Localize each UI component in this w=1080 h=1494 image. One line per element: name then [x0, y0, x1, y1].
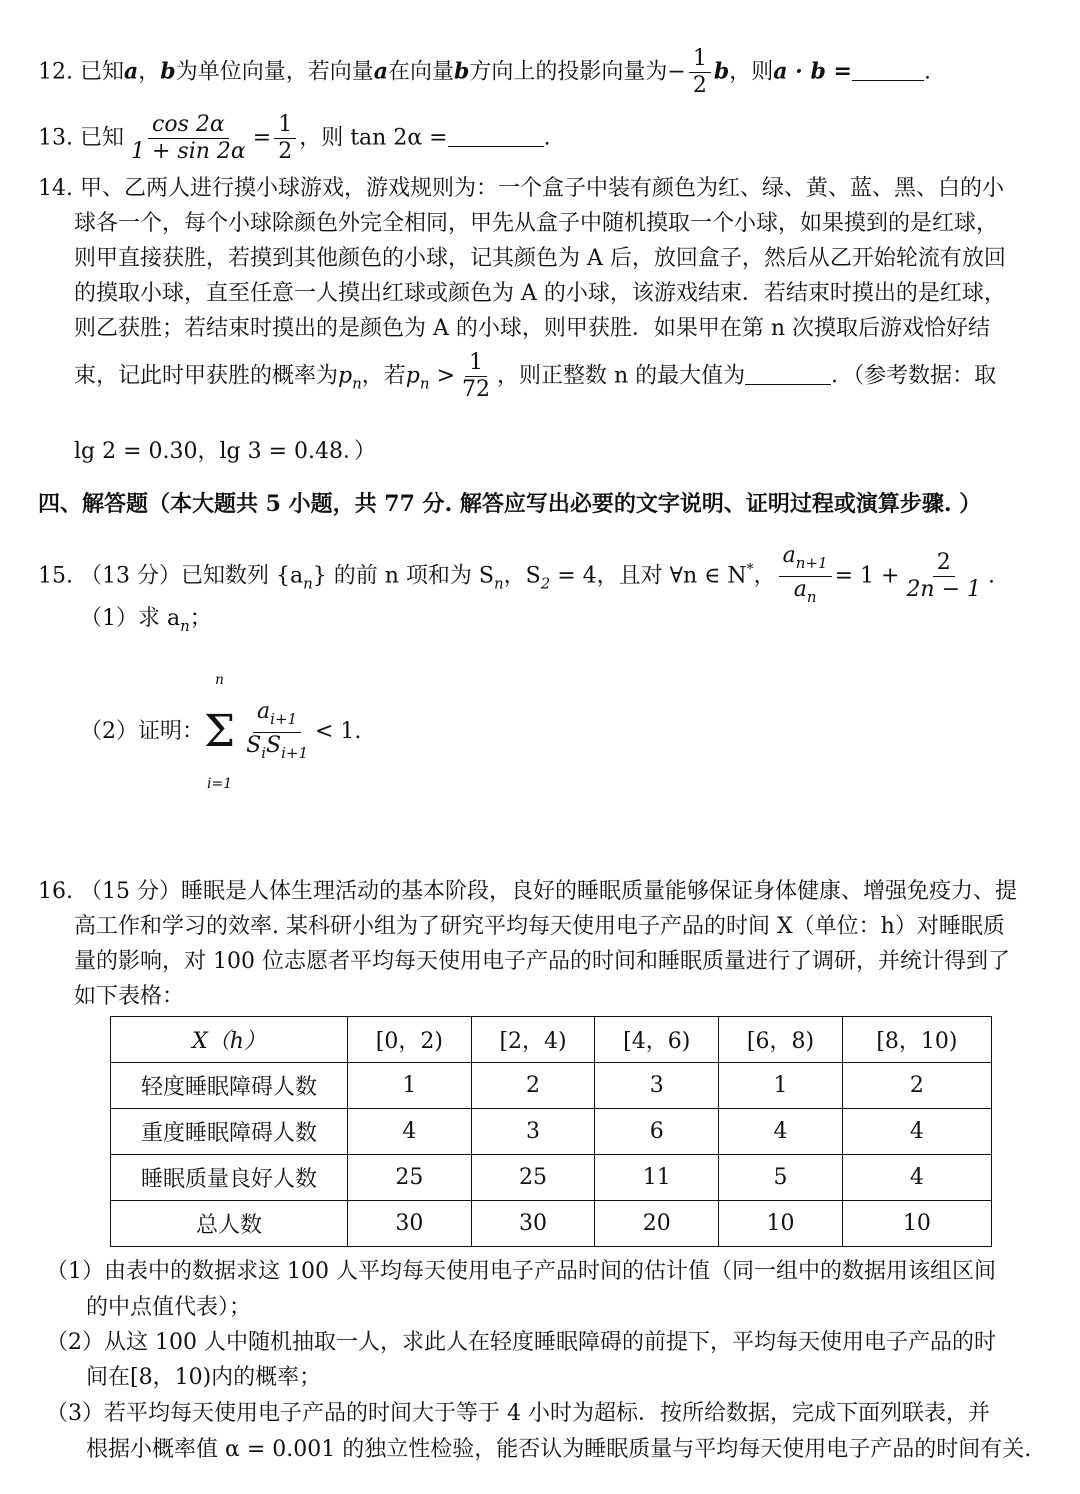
subscript: n — [180, 617, 190, 635]
fraction-numerator: cos 2α — [148, 112, 229, 139]
p-symbol: p — [338, 363, 353, 389]
table-cell: 2 — [842, 1063, 991, 1109]
superscript: * — [746, 561, 754, 578]
q16-part-3-line-2: 根据小概率值 α = 0.001 的独立性检验，能否认为睡眠质量与平均每天使用电子产品的时间有关. — [86, 1437, 1032, 1462]
minus-sign: − — [667, 59, 686, 85]
table-cell: 30 — [471, 1201, 595, 1247]
q13-text: ，则 tan 2α = — [299, 125, 448, 151]
q16-line-2: 高工作和学习的效率. 某科研小组为了研究平均每天使用电子产品的时间 X（单位：h）对睡眠质 — [74, 914, 1005, 939]
sum-upper: n — [215, 672, 225, 688]
vector-b: b — [453, 58, 470, 85]
fraction-numerator: 1 — [274, 112, 296, 139]
table-header-cell: [4，6) — [595, 1017, 719, 1063]
sum-lower: i=1 — [206, 776, 233, 792]
fraction-numerator: a — [257, 698, 271, 724]
q15-text: ，S — [503, 563, 541, 589]
table-cell: 10 — [842, 1201, 991, 1247]
vector-a: a — [373, 58, 388, 85]
q14-line-2: 球各一个，每个小球除颜色外完全相同，甲先从盒子中随机摸取一个小球，如果摸到的是红球， — [74, 211, 999, 236]
q12-text: 在向量 — [387, 59, 454, 85]
part-text: ； — [189, 606, 212, 631]
fraction-denominator: S — [266, 732, 282, 758]
question-15 — [38, 543, 995, 610]
p-symbol: p — [405, 363, 420, 389]
q14-line-1: 14. 甲、乙两人进行摸小球游戏，游戏规则为：一个盒子中装有颜色为红、绿、黄、蓝、黑、白的小 — [38, 176, 1004, 201]
fraction-numerator: a — [782, 543, 796, 568]
subscript: n — [303, 574, 313, 593]
subscript: n — [493, 574, 504, 593]
fraction-denominator: 72 — [462, 377, 490, 402]
table-header-cell: [8，10) — [842, 1017, 991, 1063]
table-row — [111, 1109, 992, 1155]
q15-text: = 4，且对 ∀n ∈ N — [550, 563, 747, 589]
table-row-label: 总人数 — [111, 1201, 348, 1247]
table-cell: 25 — [348, 1155, 472, 1201]
table-header-cell: [2，4) — [471, 1017, 595, 1063]
subscript: i — [261, 743, 266, 762]
q16-line-4: 如下表格： — [74, 984, 185, 1009]
q12-end: . — [923, 59, 931, 85]
table-row — [111, 1155, 992, 1201]
table-cell: 1 — [719, 1063, 843, 1109]
fraction-sum-term — [242, 699, 312, 766]
table-cell: 3 — [471, 1109, 595, 1155]
q14-text: ，则正整数 n 的最大值为 — [497, 363, 746, 389]
q14-line-3: 则甲直接获胜，若摸到其他颜色的小球，记其颜色为 A 后，放回盒子，然后从乙开始轮流有放回 — [74, 246, 1006, 271]
table-header-cell: [6，8) — [719, 1017, 843, 1063]
q14-line-4: 的摸取小球，直至任意一人摸出红球或颜色为 A 的小球，该游戏结束．若结束时摸出的是红球， — [74, 281, 1006, 306]
table-cell: 5 — [719, 1155, 843, 1201]
fraction-one-half — [274, 112, 296, 165]
subscript: n — [806, 588, 817, 606]
vector-a: a — [124, 58, 139, 85]
q13-end: . — [543, 125, 551, 151]
table-cell: 2 — [471, 1063, 595, 1109]
fraction-denominator: 2 — [692, 73, 707, 98]
equals-expr: = 1 + — [834, 563, 900, 589]
table-cell: 10 — [719, 1201, 843, 1247]
q12-text: 方向上的投影向量为 — [469, 59, 668, 85]
q13-text: 已知 — [80, 125, 125, 151]
subscript: i+1 — [281, 743, 308, 762]
fraction-numerator: 1 — [465, 350, 487, 377]
fraction-one-half — [689, 46, 711, 99]
part-text: （2）证明： — [80, 719, 204, 744]
question-13 — [38, 112, 551, 165]
summation — [204, 650, 235, 814]
q12-text: 为单位向量，若向量 — [175, 59, 374, 85]
q15-part-1 — [80, 605, 212, 640]
subscript: n+1 — [795, 554, 828, 572]
table-cell: 3 — [595, 1063, 719, 1109]
vector-b: b — [713, 58, 730, 85]
dot-product-expr: a · b = — [773, 58, 852, 85]
vector-b: b — [160, 58, 176, 85]
question-12 — [38, 46, 931, 99]
q14-line-6 — [74, 350, 996, 403]
table-cell: 4 — [719, 1109, 843, 1155]
fraction-denominator: 2 — [278, 139, 293, 164]
part-text: （1）求 a — [80, 606, 181, 631]
subscript-n: n — [419, 374, 430, 393]
section-4-title: 四、解答题（本大题共 5 小题，共 77 分. 解答应写出必要的文字说明、证明过程或演算步骤. ） — [38, 491, 982, 517]
subscript: 2 — [540, 574, 551, 593]
answer-blank — [852, 60, 924, 81]
subscript: i+1 — [270, 709, 298, 728]
part-text: < 1. — [315, 719, 362, 744]
q14-line-5: 则乙获胜；若结束时摸出的是颜色为 A 的小球，则甲获胜．如果甲在第 n 次摸取后游戏恰好结 — [74, 316, 991, 341]
q14-line-7: lg 2 = 0.30，lg 3 = 0.48．） — [74, 439, 377, 464]
q16-part-1-line-2: 的中点值代表）； — [86, 1295, 252, 1320]
sigma-symbol: Σ — [204, 706, 236, 757]
q16-part-3-line-1: （3）若平均每天使用电子产品的时间大于等于 4 小时为超标．按所给数据，完成下面列联表，并 — [46, 1401, 990, 1426]
table-row-label: 睡眠质量良好人数 — [111, 1155, 348, 1201]
q15-end: . — [988, 563, 996, 589]
q12-comma: ， — [138, 59, 161, 85]
fraction-denominator: 2n − 1 — [906, 577, 982, 602]
answer-blank — [448, 126, 544, 147]
fraction-cos-over-sin — [127, 112, 250, 165]
q16-part-2-line-1: （2）从这 100 人中随机抽取一人，求此人在轻度睡眠障碍的前提下，平均每天使用电子产品的时 — [46, 1330, 996, 1355]
q15-part-2 — [80, 650, 361, 814]
fraction-numerator: 2 — [933, 550, 955, 577]
equals-sign: = — [252, 125, 272, 151]
q14-text: ．（参考数据：取 — [831, 363, 997, 389]
q12-text: 已知 — [80, 59, 125, 85]
q15-text: ， — [753, 563, 776, 589]
subscript-n: n — [352, 374, 362, 393]
table-header-cell: X（h） — [111, 1017, 348, 1063]
sleep-data-table — [110, 1016, 992, 1247]
table-cell: 6 — [595, 1109, 719, 1155]
table-row-label: 重度睡眠障碍人数 — [111, 1109, 348, 1155]
fraction-ratio — [779, 543, 832, 610]
q16-line-1: 16. （15 分）睡眠是人体生理活动的基本阶段，良好的睡眠质量能够保证身体健康、增强免疫力、提 — [38, 879, 1017, 904]
table-row — [111, 1201, 992, 1247]
q16-line-3: 量的影响，对 100 位志愿者平均每天使用电子产品的时间和睡眠质量进行了调研，并统计得到了 — [74, 949, 1010, 974]
fraction-denominator: a — [793, 577, 807, 602]
table-cell: 20 — [595, 1201, 719, 1247]
q15-text: 15. （13 分）已知数列 {a — [38, 563, 304, 589]
q14-text: 束，记此时甲获胜的概率为 — [74, 363, 339, 389]
table-header-cell: [0，2) — [348, 1017, 472, 1063]
q16-part-2-line-2: 间在[8，10)内的概率； — [86, 1365, 322, 1390]
table-cell: 11 — [595, 1155, 719, 1201]
fraction-denominator: 1 + sin 2α — [131, 139, 246, 164]
table-cell: 4 — [842, 1155, 991, 1201]
table-cell: 25 — [471, 1155, 595, 1201]
q16-part-1-line-1: （1）由表中的数据求这 100 人平均每天使用电子产品时间的估计值（同一组中的数据用该组区间 — [46, 1259, 996, 1284]
q13-number: 13. — [38, 125, 73, 151]
q15-text: } 的前 n 项和为 S — [312, 563, 494, 589]
fraction-2-over-2n-1 — [902, 550, 985, 603]
table-cell: 4 — [348, 1109, 472, 1155]
fraction-numerator: 1 — [689, 46, 711, 73]
q12-number: 12. — [38, 59, 73, 85]
table-cell: 30 — [348, 1201, 472, 1247]
table-cell: 1 — [348, 1063, 472, 1109]
fraction-denominator: S — [246, 732, 262, 758]
fraction-1-over-72 — [458, 350, 494, 403]
table-row-label: 轻度睡眠障碍人数 — [111, 1063, 348, 1109]
table-cell: 4 — [842, 1109, 991, 1155]
table-row — [111, 1063, 992, 1109]
greater-than: > — [436, 363, 455, 389]
q12-text: ，则 — [729, 59, 774, 85]
answer-blank — [745, 364, 831, 385]
table-header-row — [111, 1017, 992, 1063]
q14-text: ，若 — [361, 363, 406, 389]
